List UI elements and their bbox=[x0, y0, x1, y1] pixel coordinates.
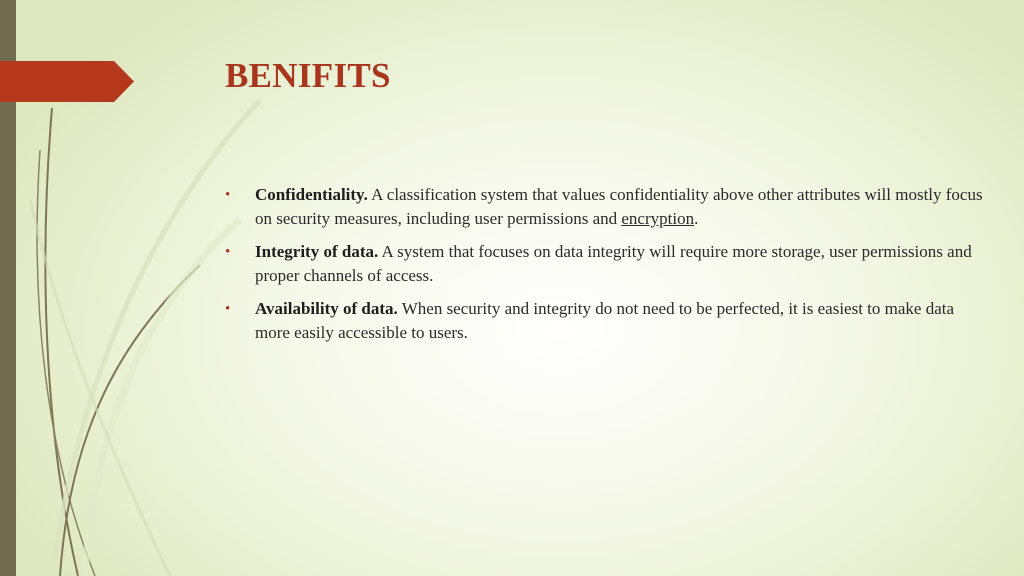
bullet-marker: • bbox=[225, 244, 231, 260]
bullet-text-end: . bbox=[694, 209, 699, 228]
bullet-item-integrity bbox=[222, 240, 992, 288]
bullet-text: A system that focuses on data integrity will require more storage, user permissions and proper channels of access. bbox=[255, 242, 972, 285]
bullet-list bbox=[222, 183, 992, 354]
bullet-text: When security and integrity do not need to be perfected, it is easiest to make data more easily accessible to users. bbox=[255, 299, 955, 342]
bullet-text: A classification system that values confidentiality above other attributes will mostly focus on security measures, including user permissions and bbox=[255, 185, 983, 228]
slide-title: BENIFITS bbox=[225, 56, 391, 95]
bullet-item-confidentiality bbox=[222, 183, 992, 231]
encryption-link[interactable]: encryption bbox=[621, 209, 695, 228]
bullet-term: Confidentiality. bbox=[255, 185, 368, 204]
bullet-term: Integrity of data. bbox=[255, 242, 379, 261]
title-arrow-shape bbox=[0, 61, 134, 102]
bullet-marker: • bbox=[225, 301, 231, 317]
bullet-term: Availability of data. bbox=[255, 299, 398, 318]
bullet-marker: • bbox=[225, 187, 231, 203]
bullet-item-availability bbox=[222, 297, 992, 345]
